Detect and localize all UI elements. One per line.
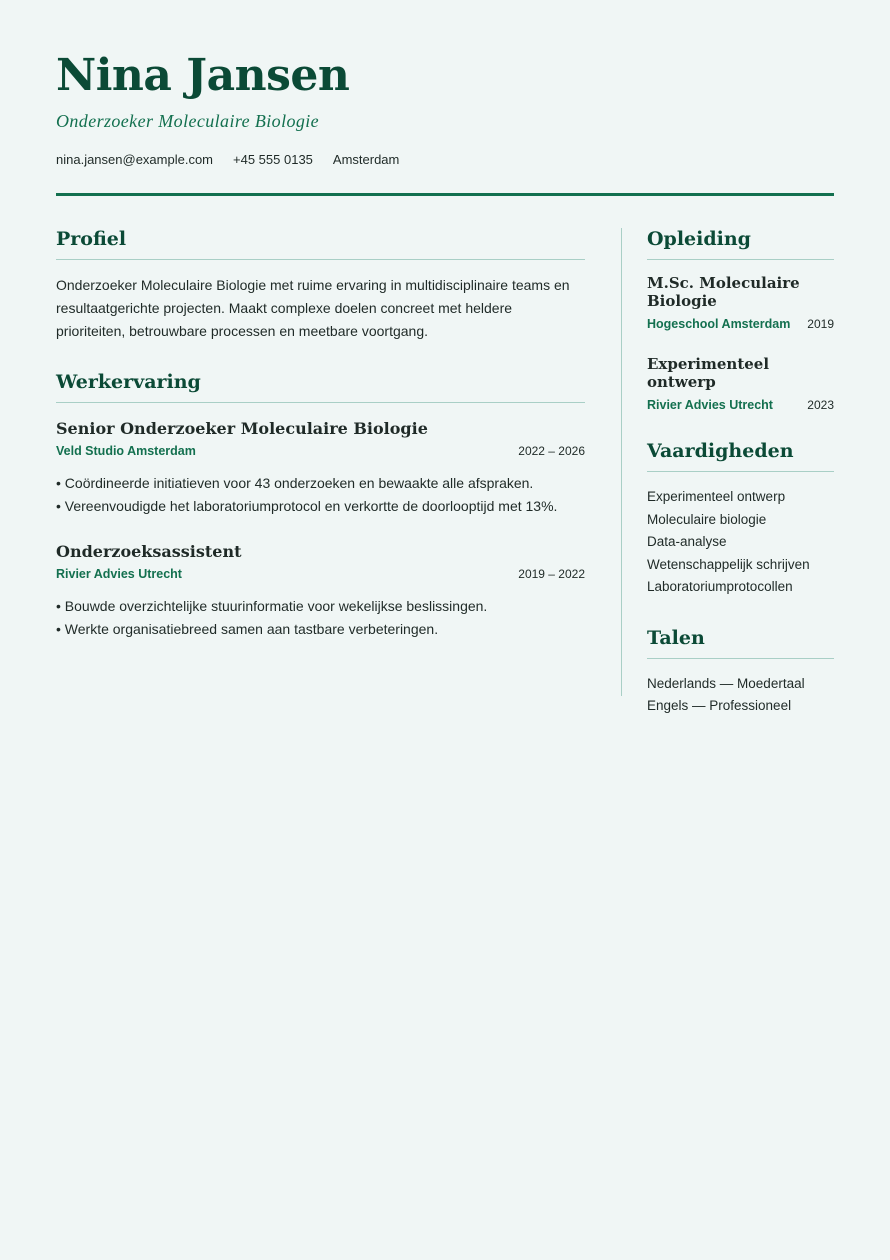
education-institution: Rivier Advies Utrecht bbox=[647, 398, 773, 412]
job-title: Onderzoeksassistent bbox=[56, 542, 242, 561]
person-name: Nina Jansen bbox=[56, 50, 350, 101]
job-entry bbox=[56, 419, 585, 518]
education-title: M.Sc. Moleculaire Biologie bbox=[647, 274, 800, 310]
content-columns bbox=[56, 228, 834, 713]
languages-list bbox=[647, 673, 834, 718]
job-subtitle: Onderzoeker Moleculaire Biologie bbox=[56, 111, 320, 131]
job-organization: Rivier Advies Utrecht bbox=[56, 567, 182, 581]
job-bullet: • Vereenvoudigde het laboratoriumprotocol en verkortte de doorlooptijd met 13%. bbox=[56, 498, 558, 514]
contact-email[interactable]: nina.jansen@example.com bbox=[56, 152, 214, 167]
skill-item: Wetenschappelijk schrijven bbox=[647, 556, 810, 572]
job-meta bbox=[56, 444, 585, 458]
side-column bbox=[647, 228, 834, 718]
skill-item: Data-analyse bbox=[647, 534, 727, 549]
job-bullet: • Bouwde overzichtelijke stuurinformatie voor wekelijkse beslissingen. bbox=[56, 598, 488, 614]
skill-item: Experimenteel ontwerp bbox=[647, 489, 786, 504]
education-year: 2019 bbox=[807, 317, 834, 331]
column-divider bbox=[621, 228, 622, 696]
job-bullets bbox=[56, 472, 585, 518]
education-section bbox=[647, 228, 834, 412]
skill-item: Moleculaire biologie bbox=[647, 511, 767, 527]
experience-section bbox=[56, 371, 585, 641]
skill-item: Laboratoriumprotocollen bbox=[647, 579, 793, 594]
main-column bbox=[56, 228, 585, 641]
education-institution: Hogeschool Amsterdam bbox=[647, 317, 791, 331]
contact-location: Amsterdam bbox=[332, 152, 400, 167]
education-entry bbox=[647, 274, 834, 331]
languages-section bbox=[647, 627, 834, 718]
job-dates: 2022 – 2026 bbox=[518, 444, 585, 458]
profile-text: Onderzoeker Moleculaire Biologie met ruime ervaring in multidisciplinaire teams en resultaatgerichte projecten. Maakt complexe doelen concreet met heldere prioriteiten, betrouwbare processen en meetbare voortgang. bbox=[56, 277, 570, 339]
education-meta bbox=[647, 398, 834, 412]
education-year: 2023 bbox=[807, 398, 834, 412]
job-entry bbox=[56, 542, 585, 641]
languages-heading: Talen bbox=[647, 627, 834, 659]
job-organization: Veld Studio Amsterdam bbox=[56, 444, 196, 458]
profile-section bbox=[56, 228, 585, 343]
skills-list bbox=[647, 486, 834, 599]
job-title: Senior Onderzoeker Moleculaire Biologie bbox=[56, 419, 428, 438]
job-meta bbox=[56, 567, 585, 581]
contact-bar bbox=[56, 152, 834, 167]
education-heading: Opleiding bbox=[647, 228, 834, 260]
job-bullet: • Werkte organisatiebreed samen aan tastbare verbeteringen. bbox=[56, 621, 439, 637]
resume-page bbox=[56, 48, 834, 713]
skills-heading: Vaardigheden bbox=[647, 440, 834, 472]
education-title: Experimenteel ontwerp bbox=[647, 355, 770, 391]
education-entry bbox=[647, 355, 834, 412]
profile-heading: Profiel bbox=[56, 228, 585, 260]
education-meta bbox=[647, 317, 834, 331]
header-divider bbox=[56, 193, 834, 196]
language-item: Engels — Professioneel bbox=[647, 698, 792, 713]
contact-phone[interactable]: +45 555 0135 bbox=[233, 152, 313, 167]
experience-heading: Werkervaring bbox=[56, 371, 585, 403]
language-item: Nederlands — Moedertaal bbox=[647, 675, 805, 691]
skills-section bbox=[647, 440, 834, 599]
job-bullets bbox=[56, 595, 585, 641]
job-dates: 2019 – 2022 bbox=[518, 567, 585, 581]
job-bullet: • Coördineerde initiatieven voor 43 onderzoeken en bewaakte alle afspraken. bbox=[56, 475, 534, 491]
